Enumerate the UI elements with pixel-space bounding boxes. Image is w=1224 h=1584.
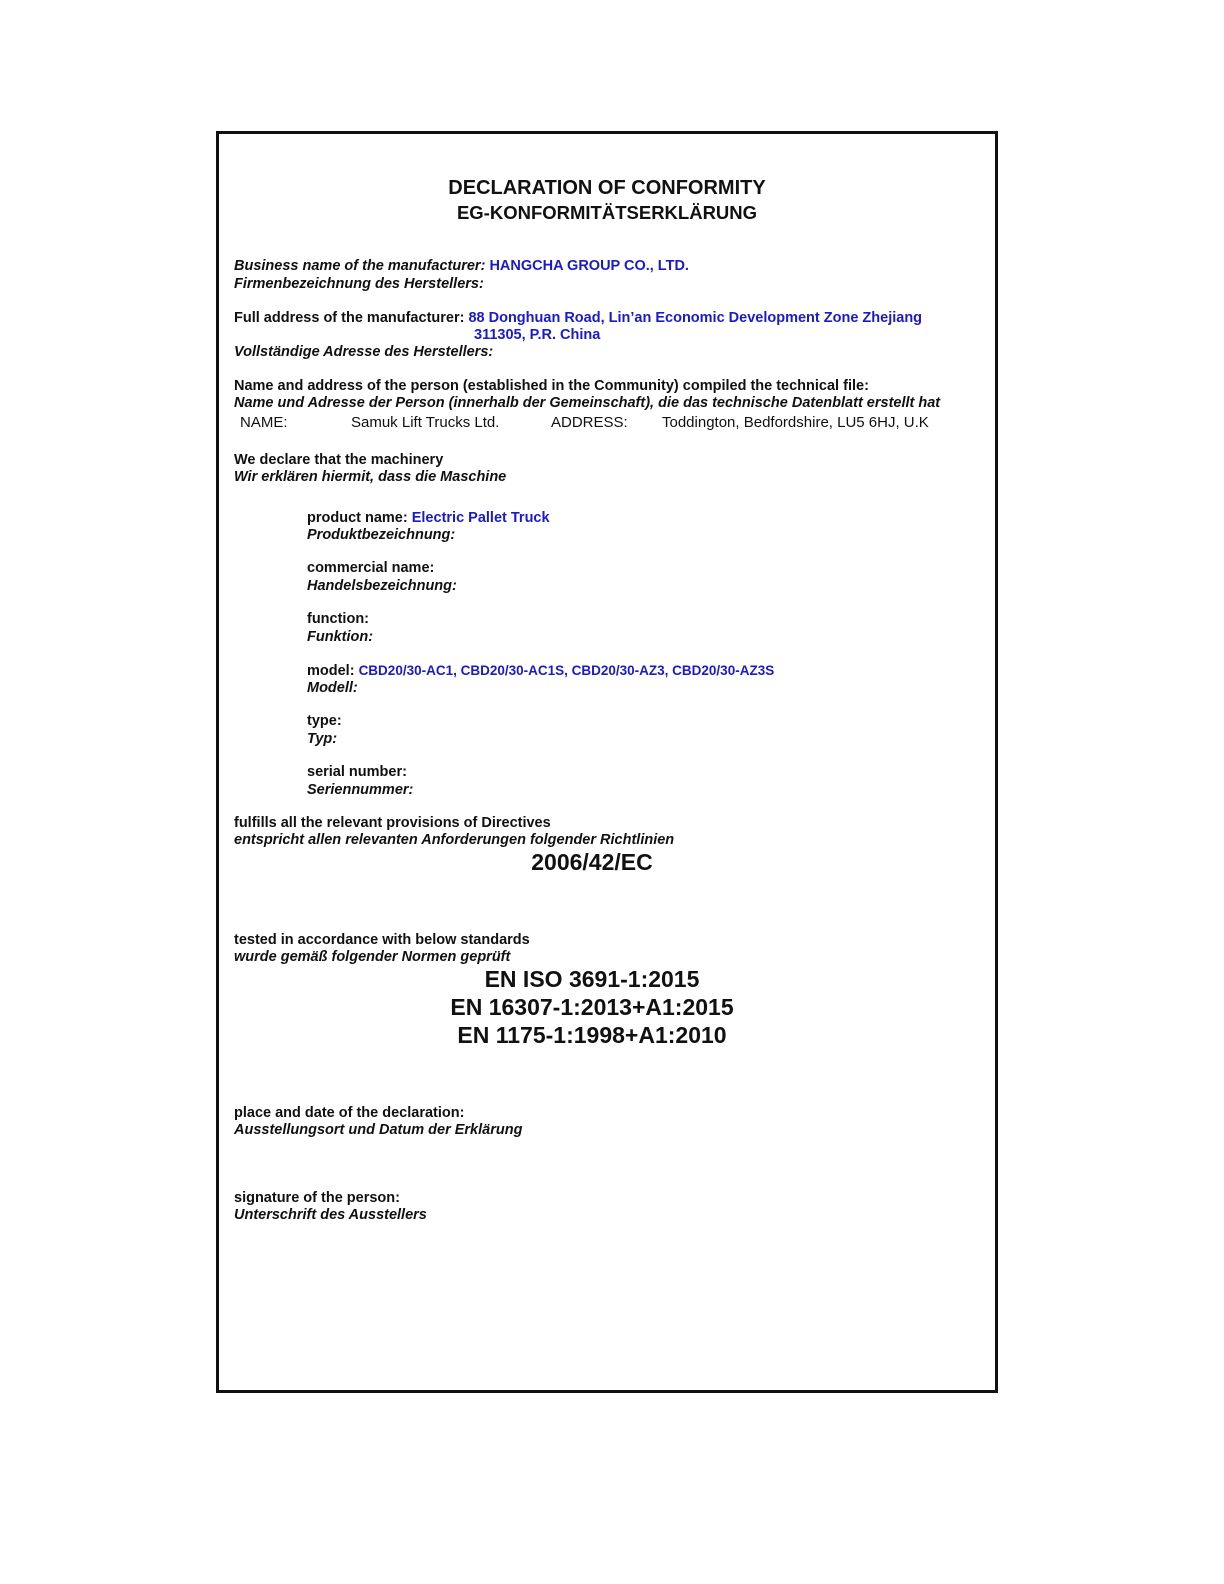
standard-item: EN ISO 3691-1:2015 — [484, 966, 700, 992]
function-de: Funktion: — [307, 629, 374, 645]
declare-line-de: Wir erklären hiermit, dass die Maschine — [234, 469, 507, 485]
technical-file-name-value: Samuk Lift Trucks Ltd. — [351, 414, 500, 431]
function-label: function: — [307, 611, 370, 627]
model-value: CBD20/30-AC1, CBD20/30-AC1S, CBD20/30-AZ3, CBD20/30-AZ3S — [358, 663, 775, 678]
standard-item: EN 16307-1:2013+A1:2015 — [450, 994, 734, 1020]
standard-item: EN 1175-1:1998+A1:2010 — [457, 1022, 727, 1048]
declare-line: We declare that the machinery — [234, 452, 444, 468]
technical-file-address-label: ADDRESS: — [551, 414, 628, 431]
product-name-row — [307, 510, 550, 527]
business-name-label-de: Firmenbezeichnung des Herstellers: — [234, 276, 484, 292]
business-name-row — [234, 258, 689, 275]
signature-line-de: Unterschrift des Ausstellers — [234, 1207, 427, 1219]
place-date-line-de: Ausstellungsort und Datum der Erklärung — [234, 1122, 523, 1138]
document-subtitle: EG-KONFORMITÄTSERKLÄRUNG — [456, 202, 758, 223]
document-frame — [216, 131, 998, 1393]
place-date-line: place and date of the declaration: — [234, 1105, 465, 1121]
address-label-de: Vollständige Adresse des Herstellers: — [234, 344, 494, 360]
technical-file-label: Name and address of the person (established in the Community) compiled the technical file: — [234, 378, 869, 394]
address-label: Full address of the manufacturer: — [234, 310, 465, 326]
product-name-value: Electric Pallet Truck — [411, 510, 550, 526]
directives-line: fulfills all the relevant provisions of Directives — [234, 815, 551, 831]
serial-number-label: serial number: — [307, 764, 407, 780]
technical-file-label-de: Name und Adresse der Person (innerhalb der Gemeinschaft), die das technische Datenblatt erstellt hat — [234, 395, 941, 411]
serial-number-de: Seriennummer: — [307, 782, 414, 798]
model-de: Modell: — [307, 680, 358, 696]
technical-file-address-value: Toddington, Bedfordshire, LU5 6HJ, U.K — [662, 414, 929, 431]
standards-line-de: wurde gemäß folgender Normen geprüft — [234, 949, 511, 965]
standards-line: tested in accordance with below standards — [234, 932, 530, 948]
document-title: DECLARATION OF CONFORMITY — [448, 177, 766, 199]
commercial-name-label: commercial name: — [307, 560, 435, 576]
address-row — [234, 310, 922, 327]
type-de: Typ: — [307, 731, 338, 747]
technical-file-name-label: NAME: — [240, 414, 288, 431]
address-value-line2: 311305, P.R. China — [474, 327, 601, 343]
model-row — [307, 662, 774, 680]
product-name-label: product name: — [307, 510, 408, 526]
business-name-value: HANGCHA GROUP CO., LTD. — [489, 258, 689, 274]
directives-line-de: entspricht allen relevanten Anforderungen folgender Richtlinien — [234, 832, 675, 848]
type-label: type: — [307, 713, 342, 729]
address-value-line1: 88 Donghuan Road, Lin’an Economic Development Zone Zhejiang — [468, 310, 923, 326]
commercial-name-de: Handelsbezeichnung: — [307, 578, 457, 594]
product-name-de: Produktbezeichnung: — [307, 527, 456, 543]
model-label: model: — [307, 663, 355, 679]
directive-number: 2006/42/EC — [531, 849, 653, 875]
business-name-label: Business name of the manufacturer: — [234, 258, 486, 274]
signature-line: signature of the person: — [234, 1190, 400, 1206]
